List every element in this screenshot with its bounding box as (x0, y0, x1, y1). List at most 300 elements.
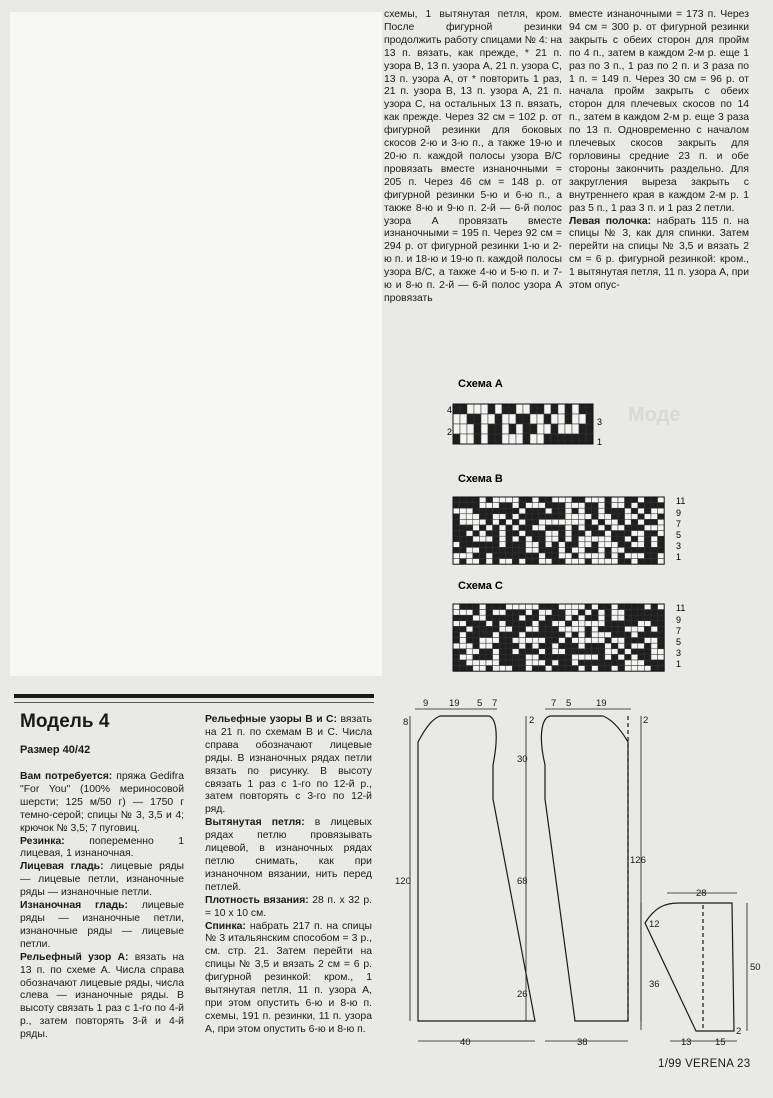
stitch-cell (585, 660, 592, 666)
stitch-cell (572, 542, 579, 548)
stitch-cell (460, 531, 467, 537)
stitch-cell (618, 514, 625, 520)
stitch-cell (453, 559, 460, 565)
stitch-cell (611, 553, 618, 559)
stitch-cell (506, 525, 513, 531)
stitch-cell (578, 660, 585, 666)
stitch-cell (598, 660, 605, 666)
stitch-cell (526, 638, 533, 644)
stitch-cell (460, 503, 467, 509)
stitch-cell (605, 638, 612, 644)
bold-lead: Рельефный узор А: (20, 951, 129, 963)
stitch-cell (453, 643, 460, 649)
stitch-cell (592, 525, 599, 531)
stitch-cell (651, 643, 658, 649)
stitch-cell (592, 638, 599, 644)
stitch-cell (493, 604, 500, 610)
stitch-cell (586, 434, 593, 444)
stitch-cell (486, 615, 493, 621)
stitch-cell (473, 660, 480, 666)
paragraph (205, 921, 372, 1037)
stitch-cell (512, 531, 519, 537)
stitch-cell (526, 621, 533, 627)
stitch-cell (453, 424, 460, 434)
stitch-cell (572, 632, 579, 638)
stitch-cell (658, 553, 665, 559)
stitch-cell (473, 649, 480, 655)
stitch-cell (486, 660, 493, 666)
stitch-cell (499, 503, 506, 509)
stitch-cell (545, 660, 552, 666)
stitch-cell (558, 414, 565, 424)
stitch-cell (460, 643, 467, 649)
stitch-cell (481, 414, 488, 424)
stitch-cell (493, 503, 500, 509)
stitch-cell (585, 649, 592, 655)
stitch-cell (611, 660, 618, 666)
stitch-cell (611, 626, 618, 632)
stitch-cell (644, 553, 651, 559)
stitch-cell (539, 643, 546, 649)
stitch-cell (598, 649, 605, 655)
stitch-cell (499, 654, 506, 660)
stitch-cell (605, 604, 612, 610)
stitch-cell (481, 404, 488, 414)
scheme-c-row-label: 1 (676, 659, 682, 669)
scheme-b-title: Схема В (458, 473, 503, 485)
stitch-cell (493, 654, 500, 660)
stitch-cell (506, 559, 513, 565)
stitch-cell (493, 525, 500, 531)
stitch-cell (625, 542, 632, 548)
stitch-cell (598, 531, 605, 537)
stitch-cell (519, 632, 526, 638)
stitch-cell (539, 553, 546, 559)
stitch-cell (651, 542, 658, 548)
stitch-cell (539, 531, 546, 537)
stitch-cell (552, 536, 559, 542)
stitch-cell (552, 643, 559, 649)
stitch-cell (512, 660, 519, 666)
stitch-cell (644, 654, 651, 660)
stitch-cell (572, 503, 579, 509)
stitch-cell (473, 626, 480, 632)
stitch-cell (625, 559, 632, 565)
stitch-cell (598, 514, 605, 520)
stitch-cell (578, 638, 585, 644)
stitch-cell (493, 660, 500, 666)
stitch-cell (473, 638, 480, 644)
stitch-cell (625, 553, 632, 559)
stitch-cell (493, 610, 500, 616)
stitch-cell (638, 643, 645, 649)
stitch-cell (532, 536, 539, 542)
stitch-cell (572, 553, 579, 559)
stitch-cell (537, 414, 544, 424)
stitch-cell (592, 643, 599, 649)
stitch-cell (605, 542, 612, 548)
stitch-cell (585, 654, 592, 660)
stitch-cell (618, 497, 625, 503)
stitch-cell (493, 615, 500, 621)
stitch-cell (519, 615, 526, 621)
stitch-cell (466, 604, 473, 610)
stitch-cell (651, 503, 658, 509)
stitch-cell (592, 621, 599, 627)
stitch-cell (479, 654, 486, 660)
stitch-cell (486, 626, 493, 632)
stitch-cell (651, 553, 658, 559)
stitch-cell (499, 638, 506, 644)
paragraph-text: попеременно 1 лицевая, 1 изнаночная. (20, 835, 184, 860)
stitch-cell (539, 547, 546, 553)
stitch-cell (473, 621, 480, 627)
scheme-c-row-label: 3 (676, 648, 682, 658)
stitch-cell (578, 610, 585, 616)
stitch-cell (460, 553, 467, 559)
stitch-cell (578, 503, 585, 509)
stitch-cell (460, 424, 467, 434)
stitch-cell (625, 649, 632, 655)
stitch-cell (506, 654, 513, 660)
stitch-cell (509, 404, 516, 414)
stitch-cell (631, 632, 638, 638)
stitch-cell (598, 559, 605, 565)
stitch-cell (611, 621, 618, 627)
stitch-cell (592, 547, 599, 553)
stitch-cell (611, 643, 618, 649)
stitch-cell (651, 632, 658, 638)
stitch-cell (486, 514, 493, 520)
stitch-cell (658, 525, 665, 531)
stitch-cell (453, 654, 460, 660)
stitch-cell (460, 666, 467, 672)
dim-label: 2 (643, 715, 649, 726)
stitch-cell (605, 553, 612, 559)
stitch-cell (466, 503, 473, 509)
stitch-cell (625, 508, 632, 514)
paragraph (569, 216, 749, 293)
stitch-cell (539, 508, 546, 514)
stitch-cell (618, 610, 625, 616)
stitch-cell (506, 542, 513, 548)
stitch-cell (578, 514, 585, 520)
scheme-c-row-label: 7 (676, 626, 682, 636)
stitch-cell (638, 626, 645, 632)
stitch-cell (460, 604, 467, 610)
stitch-cell (502, 414, 509, 424)
stitch-cell (532, 503, 539, 509)
stitch-cell (493, 559, 500, 565)
stitch-cell (638, 660, 645, 666)
stitch-cell (598, 666, 605, 672)
stitch-cell (651, 514, 658, 520)
stitch-cell (572, 531, 579, 537)
stitch-cell (493, 519, 500, 525)
stitch-cell (545, 514, 552, 520)
stitch-cell (486, 643, 493, 649)
stitch-cell (466, 621, 473, 627)
stitch-cell (532, 508, 539, 514)
stitch-cell (578, 519, 585, 525)
stitch-cell (559, 508, 566, 514)
stitch-cell (460, 497, 467, 503)
stitch-cell (499, 553, 506, 559)
scheme-c-row-label: 9 (676, 615, 682, 625)
stitch-cell (545, 531, 552, 537)
stitch-cell (532, 525, 539, 531)
stitch-cell (473, 542, 480, 548)
stitch-cell (466, 654, 473, 660)
stitch-cell (565, 649, 572, 655)
stitch-cell (611, 666, 618, 672)
stitch-cell (625, 666, 632, 672)
stitch-cell (585, 626, 592, 632)
stitch-cell (539, 626, 546, 632)
stitch-cell (519, 604, 526, 610)
stitch-cell (644, 508, 651, 514)
stitch-cell (631, 660, 638, 666)
stitch-cell (466, 649, 473, 655)
stitch-cell (598, 626, 605, 632)
stitch-cell (519, 649, 526, 655)
stitch-cell (519, 643, 526, 649)
stitch-cell (559, 626, 566, 632)
paragraph (20, 861, 184, 900)
stitch-cell (611, 638, 618, 644)
stitch-cell (631, 525, 638, 531)
stitch-cell (537, 434, 544, 444)
stitch-cell (625, 626, 632, 632)
stitch-cell (532, 519, 539, 525)
scheme-b-grid (453, 497, 664, 564)
stitch-cell (625, 519, 632, 525)
scheme-c-grid (453, 604, 664, 671)
stitch-cell (551, 414, 558, 424)
stitch-cell (512, 525, 519, 531)
stitch-cell (488, 434, 495, 444)
stitch-cell (559, 536, 566, 542)
stitch-cell (644, 519, 651, 525)
stitch-cell (530, 424, 537, 434)
stitch-cell (644, 536, 651, 542)
stitch-cell (611, 531, 618, 537)
stitch-cell (532, 615, 539, 621)
stitch-cell (559, 542, 566, 548)
stitch-cell (585, 525, 592, 531)
stitch-cell (658, 542, 665, 548)
stitch-cell (466, 514, 473, 520)
paragraph: вместе изнаночными = 173 п. Через 94 см = 300 р. от фигурной резинки закрыть с обеих сторон для пройм по 4 п., затем в каждом 2-м р. еще 1 раз по 3 п., 1 раз по 2 п. и 3 раза по 1 п. = 149 п. Через 30 см = 96 р. от начала пройм закрыть с обеих сторон для плечевых скосов по 14 п., затем в каждом 2-м р. еще 3 раза по 13 п. Одновременно с началом плечевых скосов закрыть для горловины средние 23 п. и обе стороны закончить раздельно. Для закругления выреза закрыть с внутреннего края в каждом 2-м р. 1 раз 5 п., 1 раз 3 п. и 1 раз 2 петли. (569, 9, 749, 214)
stitch-cell (565, 559, 572, 565)
stitch-cell (552, 531, 559, 537)
stitch-cell (572, 519, 579, 525)
stitch-cell (473, 643, 480, 649)
stitch-cell (578, 508, 585, 514)
stitch-cell (578, 632, 585, 638)
dim-label: 40 (460, 1037, 471, 1048)
stitch-cell (479, 615, 486, 621)
stitch-cell (473, 559, 480, 565)
stitch-cell (598, 497, 605, 503)
stitch-cell (519, 542, 526, 548)
stitch-cell (532, 542, 539, 548)
stitch-cell (512, 514, 519, 520)
stitch-cell (658, 660, 665, 666)
bold-lead: Лицевая гладь: (20, 861, 104, 873)
scheme-b-row-label: 1 (676, 552, 682, 562)
stitch-cell (565, 542, 572, 548)
stitch-cell (499, 536, 506, 542)
dim-label: 13 (681, 1037, 692, 1048)
stitch-cell (585, 508, 592, 514)
stitch-cell (499, 531, 506, 537)
faint-show-through: Моде (628, 404, 681, 426)
stitch-cell (466, 632, 473, 638)
stitch-cell (493, 542, 500, 548)
stitch-cell (499, 604, 506, 610)
bold-lead: Спинка: (205, 920, 246, 932)
stitch-cell (625, 547, 632, 553)
stitch-cell (526, 610, 533, 616)
stitch-cell (598, 542, 605, 548)
stitch-cell (486, 654, 493, 660)
stitch-cell (545, 654, 552, 660)
stitch-cell (467, 414, 474, 424)
stitch-cell (453, 626, 460, 632)
stitch-cell (544, 414, 551, 424)
stitch-cell (544, 424, 551, 434)
stitch-cell (605, 610, 612, 616)
stitch-cell (618, 621, 625, 627)
stitch-cell (631, 519, 638, 525)
stitch-cell (460, 638, 467, 644)
stitch-cell (486, 559, 493, 565)
stitch-cell (545, 626, 552, 632)
stitch-cell (605, 519, 612, 525)
stitch-cell (526, 666, 533, 672)
stitch-cell (618, 519, 625, 525)
stitch-cell (586, 414, 593, 424)
stitch-cell (539, 604, 546, 610)
stitch-cell (644, 604, 651, 610)
stitch-cell (530, 434, 537, 444)
stitch-cell (552, 514, 559, 520)
stitch-cell (559, 503, 566, 509)
stitch-cell (493, 649, 500, 655)
stitch-cell (545, 519, 552, 525)
stitch-cell (631, 643, 638, 649)
dim-label: 126 (630, 855, 646, 866)
stitch-cell (466, 610, 473, 616)
stitch-cell (537, 404, 544, 414)
stitch-cell (479, 531, 486, 537)
stitch-cell (552, 553, 559, 559)
paragraph-text: лицевые ряды — лицевые петли, изнаночные ряды — изнаночные петли. (20, 861, 184, 899)
stitch-cell (523, 414, 530, 424)
stitch-cell (638, 604, 645, 610)
stitch-cell (565, 424, 572, 434)
stitch-cell (552, 519, 559, 525)
stitch-cell (598, 553, 605, 559)
stitch-cell (551, 434, 558, 444)
stitch-cell (466, 536, 473, 542)
stitch-cell (453, 666, 460, 672)
stitch-cell (585, 643, 592, 649)
stitch-cell (605, 660, 612, 666)
stitch-cell (592, 626, 599, 632)
stitch-cell (631, 497, 638, 503)
stitch-cell (479, 559, 486, 565)
stitch-cell (512, 547, 519, 553)
stitch-cell (611, 610, 618, 616)
stitch-cell (552, 660, 559, 666)
stitch-cell (516, 404, 523, 414)
stitch-cell (592, 604, 599, 610)
stitch-cell (618, 508, 625, 514)
stitch-cell (605, 514, 612, 520)
stitch-cell (638, 531, 645, 537)
stitch-cell (658, 497, 665, 503)
bold-lead: Вам потребуется: (20, 771, 113, 782)
stitch-cell (506, 503, 513, 509)
stitch-cell (509, 414, 516, 424)
stitch-cell (651, 610, 658, 616)
scheme-a-row-label: 2 (447, 427, 453, 437)
stitch-cell (618, 531, 625, 537)
scheme-c-title: Схема С (458, 580, 503, 592)
stitch-cell (651, 649, 658, 655)
stitch-cell (644, 610, 651, 616)
stitch-cell (552, 610, 559, 616)
stitch-cell (565, 525, 572, 531)
stitch-cell (658, 531, 665, 537)
stitch-cell (585, 531, 592, 537)
stitch-cell (644, 666, 651, 672)
stitch-cell (453, 553, 460, 559)
stitch-cell (592, 519, 599, 525)
stitch-cell (551, 404, 558, 414)
stitch-cell (625, 497, 632, 503)
stitch-cell (572, 610, 579, 616)
stitch-cell (506, 610, 513, 616)
stitch-cell (559, 610, 566, 616)
stitch-cell (631, 508, 638, 514)
stitch-cell (526, 654, 533, 660)
stitch-cell (618, 559, 625, 565)
stitch-cell (532, 514, 539, 520)
stitch-cell (631, 621, 638, 627)
stitch-cell (598, 632, 605, 638)
stitch-cell (559, 519, 566, 525)
stitch-cell (552, 615, 559, 621)
stitch-cell (502, 424, 509, 434)
stitch-cell (539, 666, 546, 672)
stitch-cell (631, 604, 638, 610)
stitch-cell (625, 610, 632, 616)
scheme-a-row-label: 1 (597, 437, 603, 447)
stitch-cell (512, 638, 519, 644)
stitch-cell (592, 649, 599, 655)
stitch-cell (493, 508, 500, 514)
stitch-cell (552, 542, 559, 548)
dim-label: 7 (492, 698, 498, 709)
stitch-cell (545, 649, 552, 655)
stitch-cell (526, 626, 533, 632)
stitch-cell (578, 553, 585, 559)
stitch-cell (506, 638, 513, 644)
dim-label: 28 (696, 888, 707, 899)
